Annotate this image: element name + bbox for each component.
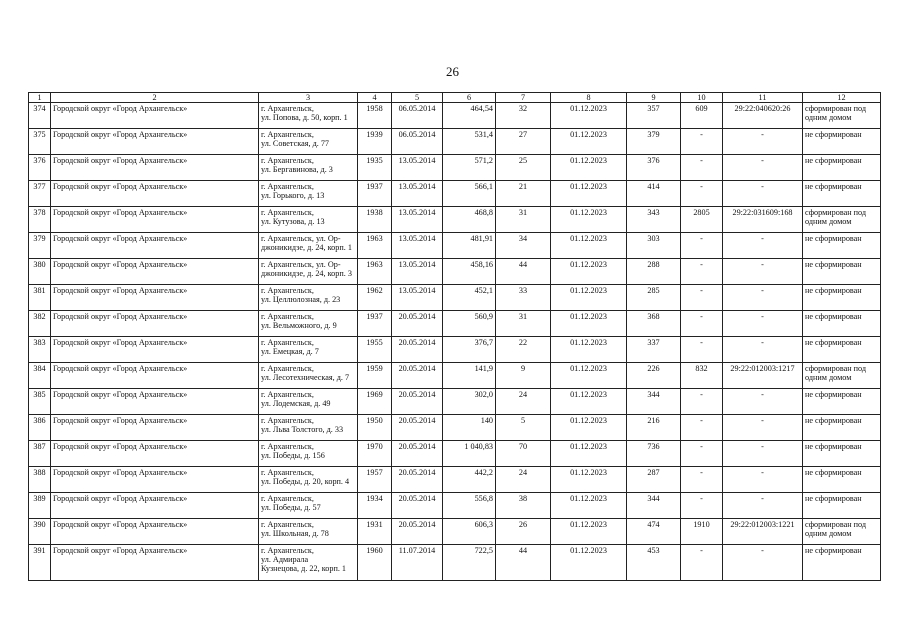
address-cell	[259, 337, 358, 363]
row-number-cell: 377	[29, 181, 51, 207]
year-built-cell: 1938	[358, 207, 392, 233]
table-row	[29, 103, 881, 129]
land-area-cell: -	[681, 311, 723, 337]
date-cell: 13.05.2014	[392, 155, 443, 181]
date-cell: 11.07.2014	[392, 545, 443, 581]
address-line: ул. Победы, д. 156	[261, 451, 325, 461]
row-number-cell: 389	[29, 493, 51, 519]
municipality-cell: Городской округ «Город Архангельск»	[51, 545, 259, 581]
cadastral-number-cell: -	[723, 155, 803, 181]
residents-cell: 32	[496, 103, 551, 129]
address-line: ул. Попова, д. 50, корп. 1	[261, 113, 348, 123]
land-status-cell: не сформирован	[803, 311, 881, 337]
address-line: джоникидзе, д. 24, корп. 1	[261, 243, 352, 253]
residents-cell: 31	[496, 311, 551, 337]
land-area-cell: -	[681, 129, 723, 155]
residents-cell: 24	[496, 467, 551, 493]
residents-cell: 9	[496, 363, 551, 389]
year-built-cell: 1934	[358, 493, 392, 519]
land-status-cell: не сформирован	[803, 181, 881, 207]
land-status-cell: не сформирован	[803, 441, 881, 467]
area-cell: 468,8	[443, 207, 496, 233]
municipality-cell: Городской округ «Город Архангельск»	[51, 285, 259, 311]
table-row	[29, 233, 881, 259]
year-built-cell: 1937	[358, 181, 392, 207]
column-9-cell: 414	[627, 181, 681, 207]
row-number-cell: 375	[29, 129, 51, 155]
address-line: г. Архангельск,	[261, 208, 314, 218]
table-row	[29, 311, 881, 337]
column-9-cell: 453	[627, 545, 681, 581]
row-number-cell: 382	[29, 311, 51, 337]
date-cell: 20.05.2014	[392, 363, 443, 389]
update-date-cell: 01.12.2023	[551, 493, 627, 519]
column-9-cell: 226	[627, 363, 681, 389]
municipality-cell: Городской округ «Город Архангельск»	[51, 519, 259, 545]
table-row	[29, 259, 881, 285]
address-cell	[259, 129, 358, 155]
row-number-cell: 379	[29, 233, 51, 259]
year-built-cell: 1955	[358, 337, 392, 363]
table-row	[29, 519, 881, 545]
area-cell: 566,1	[443, 181, 496, 207]
update-date-cell: 01.12.2023	[551, 129, 627, 155]
table-body	[29, 103, 881, 581]
land-area-cell: -	[681, 545, 723, 581]
address-cell	[259, 519, 358, 545]
year-built-cell: 1962	[358, 285, 392, 311]
address-line: г. Архангельск,	[261, 312, 314, 322]
update-date-cell: 01.12.2023	[551, 103, 627, 129]
land-area-cell: -	[681, 337, 723, 363]
area-cell: 141,9	[443, 363, 496, 389]
date-cell: 20.05.2014	[392, 415, 443, 441]
update-date-cell: 01.12.2023	[551, 545, 627, 581]
address-line: г. Архангельск,	[261, 442, 314, 452]
municipality-cell: Городской округ «Город Архангельск»	[51, 337, 259, 363]
table-row	[29, 363, 881, 389]
row-number-cell: 376	[29, 155, 51, 181]
area-cell: 302,0	[443, 389, 496, 415]
address-line: г. Архангельск,	[261, 416, 314, 426]
address-line: ул. Лодемская, д. 49	[261, 399, 331, 409]
address-line: г. Архангельск,	[261, 104, 314, 114]
address-cell	[259, 233, 358, 259]
address-line: г. Архангельск,	[261, 468, 314, 478]
land-status-cell: сформирован под одним домом	[803, 207, 881, 233]
land-area-cell: 832	[681, 363, 723, 389]
column-number-header: 5	[392, 93, 443, 103]
year-built-cell: 1950	[358, 415, 392, 441]
residents-cell: 27	[496, 129, 551, 155]
table-row	[29, 441, 881, 467]
area-cell: 458,16	[443, 259, 496, 285]
area-cell: 556,8	[443, 493, 496, 519]
row-number-cell: 388	[29, 467, 51, 493]
address-line: джоникидзе, д. 24, корп. 3	[261, 269, 352, 279]
date-cell: 20.05.2014	[392, 519, 443, 545]
land-area-cell: -	[681, 389, 723, 415]
land-area-cell: -	[681, 155, 723, 181]
residents-cell: 24	[496, 389, 551, 415]
cadastral-number-cell: -	[723, 415, 803, 441]
year-built-cell: 1935	[358, 155, 392, 181]
address-line: г. Архангельск,	[261, 182, 314, 192]
cadastral-number-cell: -	[723, 285, 803, 311]
column-9-cell: 303	[627, 233, 681, 259]
municipality-cell: Городской округ «Город Архангельск»	[51, 233, 259, 259]
year-built-cell: 1969	[358, 389, 392, 415]
address-cell	[259, 545, 358, 581]
column-9-cell: 344	[627, 493, 681, 519]
cadastral-number-cell: -	[723, 181, 803, 207]
municipality-cell: Городской округ «Город Архангельск»	[51, 181, 259, 207]
land-area-cell: -	[681, 467, 723, 493]
year-built-cell: 1963	[358, 233, 392, 259]
residents-cell: 22	[496, 337, 551, 363]
row-number-cell: 390	[29, 519, 51, 545]
residents-cell: 31	[496, 207, 551, 233]
municipality-cell: Городской округ «Город Архангельск»	[51, 415, 259, 441]
residents-cell: 21	[496, 181, 551, 207]
land-area-cell: 2805	[681, 207, 723, 233]
column-9-cell: 337	[627, 337, 681, 363]
update-date-cell: 01.12.2023	[551, 207, 627, 233]
residents-cell: 25	[496, 155, 551, 181]
year-built-cell: 1958	[358, 103, 392, 129]
column-9-cell: 357	[627, 103, 681, 129]
residents-cell: 34	[496, 233, 551, 259]
area-cell: 560,9	[443, 311, 496, 337]
year-built-cell: 1963	[358, 259, 392, 285]
row-number-cell: 387	[29, 441, 51, 467]
cadastral-number-cell: 29:22:031609:168	[723, 207, 803, 233]
address-cell	[259, 181, 358, 207]
municipality-cell: Городской округ «Город Архангельск»	[51, 363, 259, 389]
residents-cell: 44	[496, 545, 551, 581]
address-line: г. Архангельск,	[261, 390, 314, 400]
address-line: Кузнецова, д. 22, корп. 1	[261, 564, 347, 574]
cadastral-number-cell: -	[723, 493, 803, 519]
table-row	[29, 285, 881, 311]
cadastral-number-cell: -	[723, 337, 803, 363]
column-number-header: 11	[723, 93, 803, 103]
area-cell: 464,54	[443, 103, 496, 129]
update-date-cell: 01.12.2023	[551, 519, 627, 545]
column-9-cell: 379	[627, 129, 681, 155]
municipality-cell: Городской округ «Город Архангельск»	[51, 207, 259, 233]
housing-registry-table	[28, 92, 881, 581]
column-number-row	[29, 93, 881, 103]
address-line: ул. Бергавинова, д. 3	[261, 165, 333, 175]
address-cell	[259, 493, 358, 519]
row-number-cell: 384	[29, 363, 51, 389]
update-date-cell: 01.12.2023	[551, 415, 627, 441]
address-line: ул. Школьная, д. 78	[261, 529, 329, 539]
address-cell	[259, 441, 358, 467]
residents-cell: 70	[496, 441, 551, 467]
row-number-cell: 385	[29, 389, 51, 415]
land-status-cell: не сформирован	[803, 155, 881, 181]
column-number-header: 1	[29, 93, 51, 103]
row-number-cell: 383	[29, 337, 51, 363]
address-line: г. Архангельск,	[261, 156, 314, 166]
cadastral-number-cell: -	[723, 233, 803, 259]
year-built-cell: 1931	[358, 519, 392, 545]
address-cell	[259, 467, 358, 493]
address-line: ул. Целлюлозная, д. 23	[261, 295, 341, 305]
land-status-cell: не сформирован	[803, 389, 881, 415]
column-9-cell: 216	[627, 415, 681, 441]
update-date-cell: 01.12.2023	[551, 311, 627, 337]
column-number-header: 8	[551, 93, 627, 103]
year-built-cell: 1937	[358, 311, 392, 337]
municipality-cell: Городской округ «Город Архангельск»	[51, 259, 259, 285]
municipality-cell: Городской округ «Город Архангельск»	[51, 389, 259, 415]
address-line: ул. Вельможного, д. 9	[261, 321, 337, 331]
land-status-cell: не сформирован	[803, 233, 881, 259]
update-date-cell: 01.12.2023	[551, 155, 627, 181]
year-built-cell: 1957	[358, 467, 392, 493]
update-date-cell: 01.12.2023	[551, 337, 627, 363]
address-line: ул. Емецкая, д. 7	[261, 347, 319, 357]
address-line: ул. Кутузова, д. 13	[261, 217, 325, 227]
date-cell: 20.05.2014	[392, 389, 443, 415]
cadastral-number-cell: 29:22:040620:26	[723, 103, 803, 129]
address-line: г. Архангельск, ул. Ор-	[261, 260, 341, 270]
address-line: ул. Горького, д. 13	[261, 191, 325, 201]
area-cell: 442,2	[443, 467, 496, 493]
address-line: г. Архангельск,	[261, 338, 314, 348]
column-9-cell: 474	[627, 519, 681, 545]
land-area-cell: -	[681, 441, 723, 467]
land-area-cell: 1910	[681, 519, 723, 545]
land-area-cell: -	[681, 181, 723, 207]
cadastral-number-cell: 29:22:012003:1221	[723, 519, 803, 545]
table-row	[29, 415, 881, 441]
column-9-cell: 344	[627, 389, 681, 415]
year-built-cell: 1959	[358, 363, 392, 389]
table-row	[29, 129, 881, 155]
row-number-cell: 374	[29, 103, 51, 129]
land-status-cell: сформирован под одним домом	[803, 519, 881, 545]
residents-cell: 5	[496, 415, 551, 441]
column-number-header: 9	[627, 93, 681, 103]
column-number-header: 10	[681, 93, 723, 103]
address-cell	[259, 285, 358, 311]
column-9-cell: 285	[627, 285, 681, 311]
land-status-cell: не сформирован	[803, 129, 881, 155]
land-area-cell: -	[681, 259, 723, 285]
column-9-cell: 287	[627, 467, 681, 493]
address-line: ул. Адмирала	[261, 555, 309, 565]
cadastral-number-cell: -	[723, 545, 803, 581]
residents-cell: 44	[496, 259, 551, 285]
address-line: ул. Лесотехническая, д. 7	[261, 373, 350, 383]
date-cell: 13.05.2014	[392, 207, 443, 233]
address-line: г. Архангельск,	[261, 520, 314, 530]
land-area-cell: 609	[681, 103, 723, 129]
address-cell	[259, 311, 358, 337]
cadastral-number-cell: -	[723, 441, 803, 467]
table-row	[29, 467, 881, 493]
municipality-cell: Городской округ «Город Архангельск»	[51, 441, 259, 467]
land-status-cell: не сформирован	[803, 259, 881, 285]
date-cell: 20.05.2014	[392, 467, 443, 493]
area-cell: 376,7	[443, 337, 496, 363]
address-line: ул. Победы, д. 20, корп. 4	[261, 477, 350, 487]
cadastral-number-cell: 29:22:012003:1217	[723, 363, 803, 389]
update-date-cell: 01.12.2023	[551, 181, 627, 207]
land-area-cell: -	[681, 493, 723, 519]
date-cell: 13.05.2014	[392, 285, 443, 311]
land-status-cell: не сформирован	[803, 545, 881, 581]
address-line: г. Архангельск,	[261, 546, 314, 556]
column-number-header: 4	[358, 93, 392, 103]
address-line: г. Архангельск, ул. Ор-	[261, 234, 341, 244]
address-line: г. Архангельск,	[261, 286, 314, 296]
residents-cell: 38	[496, 493, 551, 519]
year-built-cell: 1960	[358, 545, 392, 581]
land-status-cell: не сформирован	[803, 415, 881, 441]
table-row	[29, 155, 881, 181]
municipality-cell: Городской округ «Город Архангельск»	[51, 129, 259, 155]
address-cell	[259, 415, 358, 441]
address-cell	[259, 363, 358, 389]
year-built-cell: 1939	[358, 129, 392, 155]
cadastral-number-cell: -	[723, 259, 803, 285]
land-status-cell: не сформирован	[803, 467, 881, 493]
date-cell: 20.05.2014	[392, 337, 443, 363]
land-area-cell: -	[681, 233, 723, 259]
area-cell: 722,5	[443, 545, 496, 581]
column-number-header: 3	[259, 93, 358, 103]
cadastral-number-cell: -	[723, 311, 803, 337]
row-number-cell: 381	[29, 285, 51, 311]
column-9-cell: 368	[627, 311, 681, 337]
address-line: г. Архангельск,	[261, 494, 314, 504]
table-row	[29, 337, 881, 363]
cadastral-number-cell: -	[723, 467, 803, 493]
municipality-cell: Городской округ «Город Архангельск»	[51, 467, 259, 493]
area-cell: 606,3	[443, 519, 496, 545]
land-area-cell: -	[681, 415, 723, 441]
area-cell: 571,2	[443, 155, 496, 181]
area-cell: 140	[443, 415, 496, 441]
address-line: ул. Победы, д. 57	[261, 503, 321, 513]
municipality-cell: Городской округ «Город Архангельск»	[51, 103, 259, 129]
address-cell	[259, 389, 358, 415]
column-number-header: 2	[51, 93, 259, 103]
update-date-cell: 01.12.2023	[551, 441, 627, 467]
date-cell: 06.05.2014	[392, 103, 443, 129]
address-cell	[259, 103, 358, 129]
column-9-cell: 288	[627, 259, 681, 285]
address-line: ул. Льва Толстого, д. 33	[261, 425, 344, 435]
date-cell: 20.05.2014	[392, 493, 443, 519]
column-number-header: 12	[803, 93, 881, 103]
land-area-cell: -	[681, 285, 723, 311]
date-cell: 06.05.2014	[392, 129, 443, 155]
update-date-cell: 01.12.2023	[551, 363, 627, 389]
row-number-cell: 378	[29, 207, 51, 233]
update-date-cell: 01.12.2023	[551, 233, 627, 259]
date-cell: 13.05.2014	[392, 233, 443, 259]
area-cell: 452,1	[443, 285, 496, 311]
address-cell	[259, 259, 358, 285]
residents-cell: 26	[496, 519, 551, 545]
municipality-cell: Городской округ «Город Архангельск»	[51, 311, 259, 337]
area-cell: 481,91	[443, 233, 496, 259]
area-cell: 531,4	[443, 129, 496, 155]
address-line: г. Архангельск,	[261, 364, 314, 374]
table-row	[29, 181, 881, 207]
residents-cell: 33	[496, 285, 551, 311]
address-line: г. Архангельск,	[261, 130, 314, 140]
table-row	[29, 493, 881, 519]
date-cell: 13.05.2014	[392, 259, 443, 285]
area-cell: 1 040,83	[443, 441, 496, 467]
address-cell	[259, 207, 358, 233]
row-number-cell: 386	[29, 415, 51, 441]
land-status-cell: не сформирован	[803, 285, 881, 311]
address-cell	[259, 155, 358, 181]
land-status-cell: сформирован под одним домом	[803, 103, 881, 129]
column-9-cell: 736	[627, 441, 681, 467]
column-number-header: 7	[496, 93, 551, 103]
year-built-cell: 1970	[358, 441, 392, 467]
update-date-cell: 01.12.2023	[551, 389, 627, 415]
update-date-cell: 01.12.2023	[551, 285, 627, 311]
update-date-cell: 01.12.2023	[551, 259, 627, 285]
update-date-cell: 01.12.2023	[551, 467, 627, 493]
row-number-cell: 380	[29, 259, 51, 285]
land-status-cell: сформирован под одним домом	[803, 363, 881, 389]
table-row	[29, 545, 881, 581]
date-cell: 20.05.2014	[392, 311, 443, 337]
table-row	[29, 389, 881, 415]
column-9-cell: 376	[627, 155, 681, 181]
table-row	[29, 207, 881, 233]
land-status-cell: не сформирован	[803, 493, 881, 519]
cadastral-number-cell: -	[723, 129, 803, 155]
cadastral-number-cell: -	[723, 389, 803, 415]
column-number-header: 6	[443, 93, 496, 103]
municipality-cell: Городской округ «Город Архангельск»	[51, 493, 259, 519]
land-status-cell: не сформирован	[803, 337, 881, 363]
address-line: ул. Советская, д. 77	[261, 139, 330, 149]
column-9-cell: 343	[627, 207, 681, 233]
municipality-cell: Городской округ «Город Архангельск»	[51, 155, 259, 181]
date-cell: 20.05.2014	[392, 441, 443, 467]
date-cell: 13.05.2014	[392, 181, 443, 207]
page-number: 26	[446, 64, 459, 79]
row-number-cell: 391	[29, 545, 51, 581]
